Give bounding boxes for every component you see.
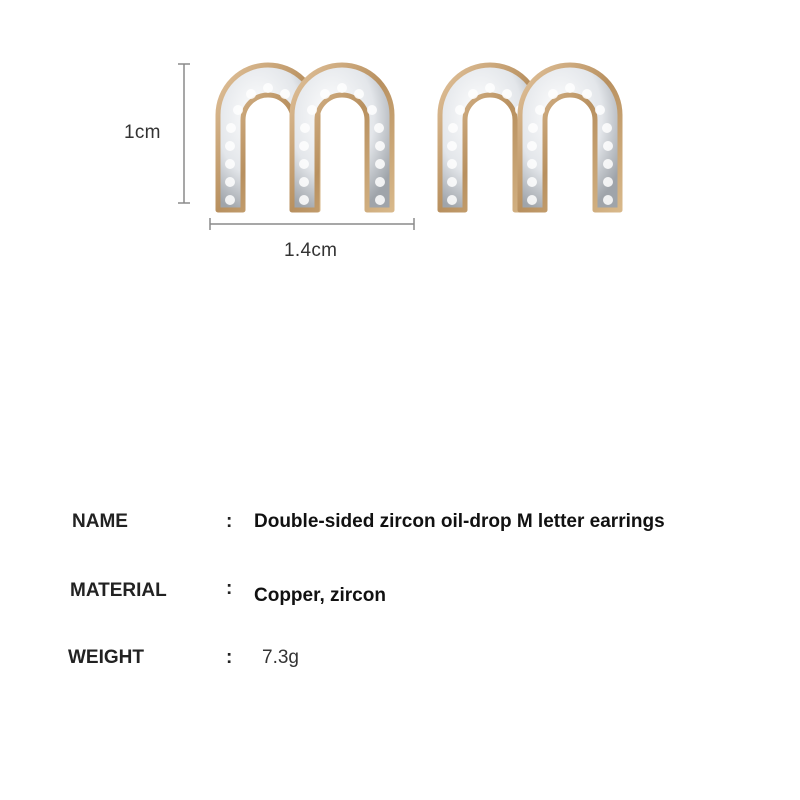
right-earring xyxy=(440,65,620,210)
earrings-photo xyxy=(200,50,660,220)
spec-value-weight: 7.3g xyxy=(262,647,299,668)
height-label: 1cm xyxy=(124,122,161,143)
spec-label-weight: WEIGHT xyxy=(68,647,144,668)
spec-value-material: Copper, zircon xyxy=(254,585,386,606)
spec-label-material: MATERIAL xyxy=(70,580,167,601)
spec-label-name: NAME xyxy=(72,511,128,532)
spec-value-name: Double-sided zircon oil-drop M letter earrings xyxy=(254,511,665,532)
spec-separator-name: : xyxy=(226,511,233,532)
width-label: 1.4cm xyxy=(284,240,338,261)
left-earring xyxy=(218,65,392,210)
spec-separator-material: : xyxy=(226,578,233,599)
height-dimension-marker xyxy=(178,64,190,203)
spec-separator-weight: : xyxy=(226,647,233,668)
